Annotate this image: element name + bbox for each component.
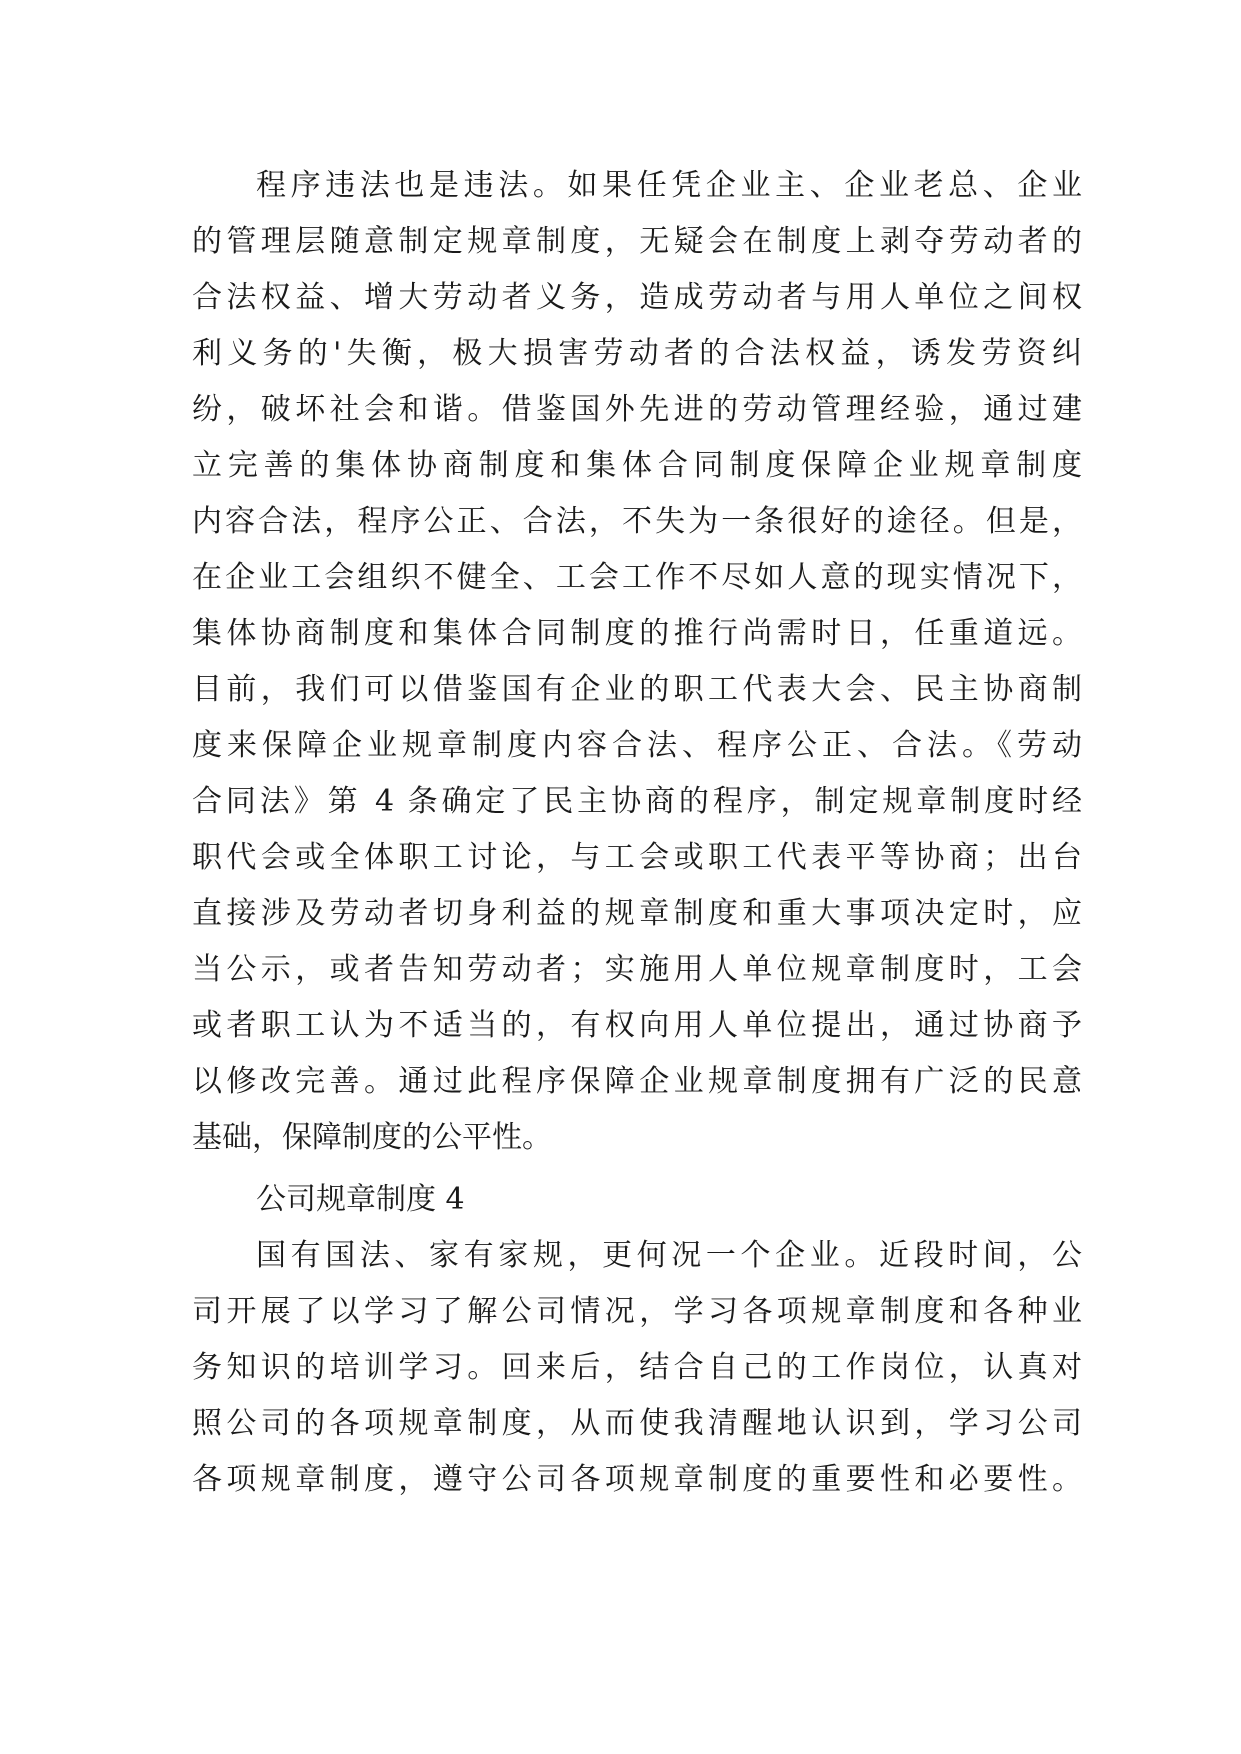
paragraph-line: 集体协商制度和集体合同制度的推行尚需时日，任重道远。 [192, 616, 1082, 651]
paragraph-line: 国有国法、家有家规，更何况一个企业。近段时间，公 [256, 1238, 1082, 1273]
paragraph-line: 度来保障企业规章制度内容合法、程序公正、合法。《劳动 [192, 728, 1082, 763]
paragraph-line: 程序违法也是违法。如果任凭企业主、企业老总、企业 [256, 168, 1082, 203]
paragraph-line: 以修改完善。通过此程序保障企业规章制度拥有广泛的民意 [192, 1064, 1082, 1099]
paragraph-line: 合同法》第 4 条确定了民主协商的程序，制定规章制度时经 [192, 784, 1082, 819]
paragraph-line: 直接涉及劳动者切身利益的规章制度和重大事项决定时，应 [192, 896, 1082, 931]
paragraph-line: 纷，破坏社会和谐。借鉴国外先进的劳动管理经验，通过建 [192, 392, 1082, 427]
paragraph-line: 的管理层随意制定规章制度，无疑会在制度上剥夺劳动者的 [192, 224, 1082, 259]
paragraph-line: 基础，保障制度的公平性。 [192, 1120, 552, 1155]
paragraph-line: 各项规章制度，遵守公司各项规章制度的重要性和必要性。 [192, 1462, 1082, 1497]
paragraph-line: 在企业工会组织不健全、工会工作不尽如人意的现实情况下， [192, 560, 1082, 595]
paragraph-line: 照公司的各项规章制度，从而使我清醒地认识到，学习公司 [192, 1406, 1082, 1441]
paragraph-line: 或者职工认为不适当的，有权向用人单位提出，通过协商予 [192, 1008, 1082, 1043]
paragraph-line: 立完善的集体协商制度和集体合同制度保障企业规章制度 [192, 448, 1082, 483]
paragraph-line: 当公示，或者告知劳动者；实施用人单位规章制度时，工会 [192, 952, 1082, 987]
paragraph-line: 合法权益、增大劳动者义务，造成劳动者与用人单位之间权 [192, 280, 1082, 315]
paragraph-line: 司开展了以学习了解公司情况，学习各项规章制度和各种业 [192, 1294, 1082, 1329]
paragraph-line: 内容合法，程序公正、合法，不失为一条很好的途径。但是， [192, 504, 1082, 539]
paragraph-line: 利义务的'失衡，极大损害劳动者的合法权益，诱发劳资纠 [192, 336, 1082, 371]
paragraph-line: 务知识的培训学习。回来后，结合自己的工作岗位，认真对 [192, 1350, 1082, 1385]
paragraph-line: 目前，我们可以借鉴国有企业的职工代表大会、民主协商制 [192, 672, 1082, 707]
section-heading: 公司规章制度 4 [256, 1182, 465, 1217]
paragraph-line: 职代会或全体职工讨论，与工会或职工代表平等协商；出台 [192, 840, 1082, 875]
